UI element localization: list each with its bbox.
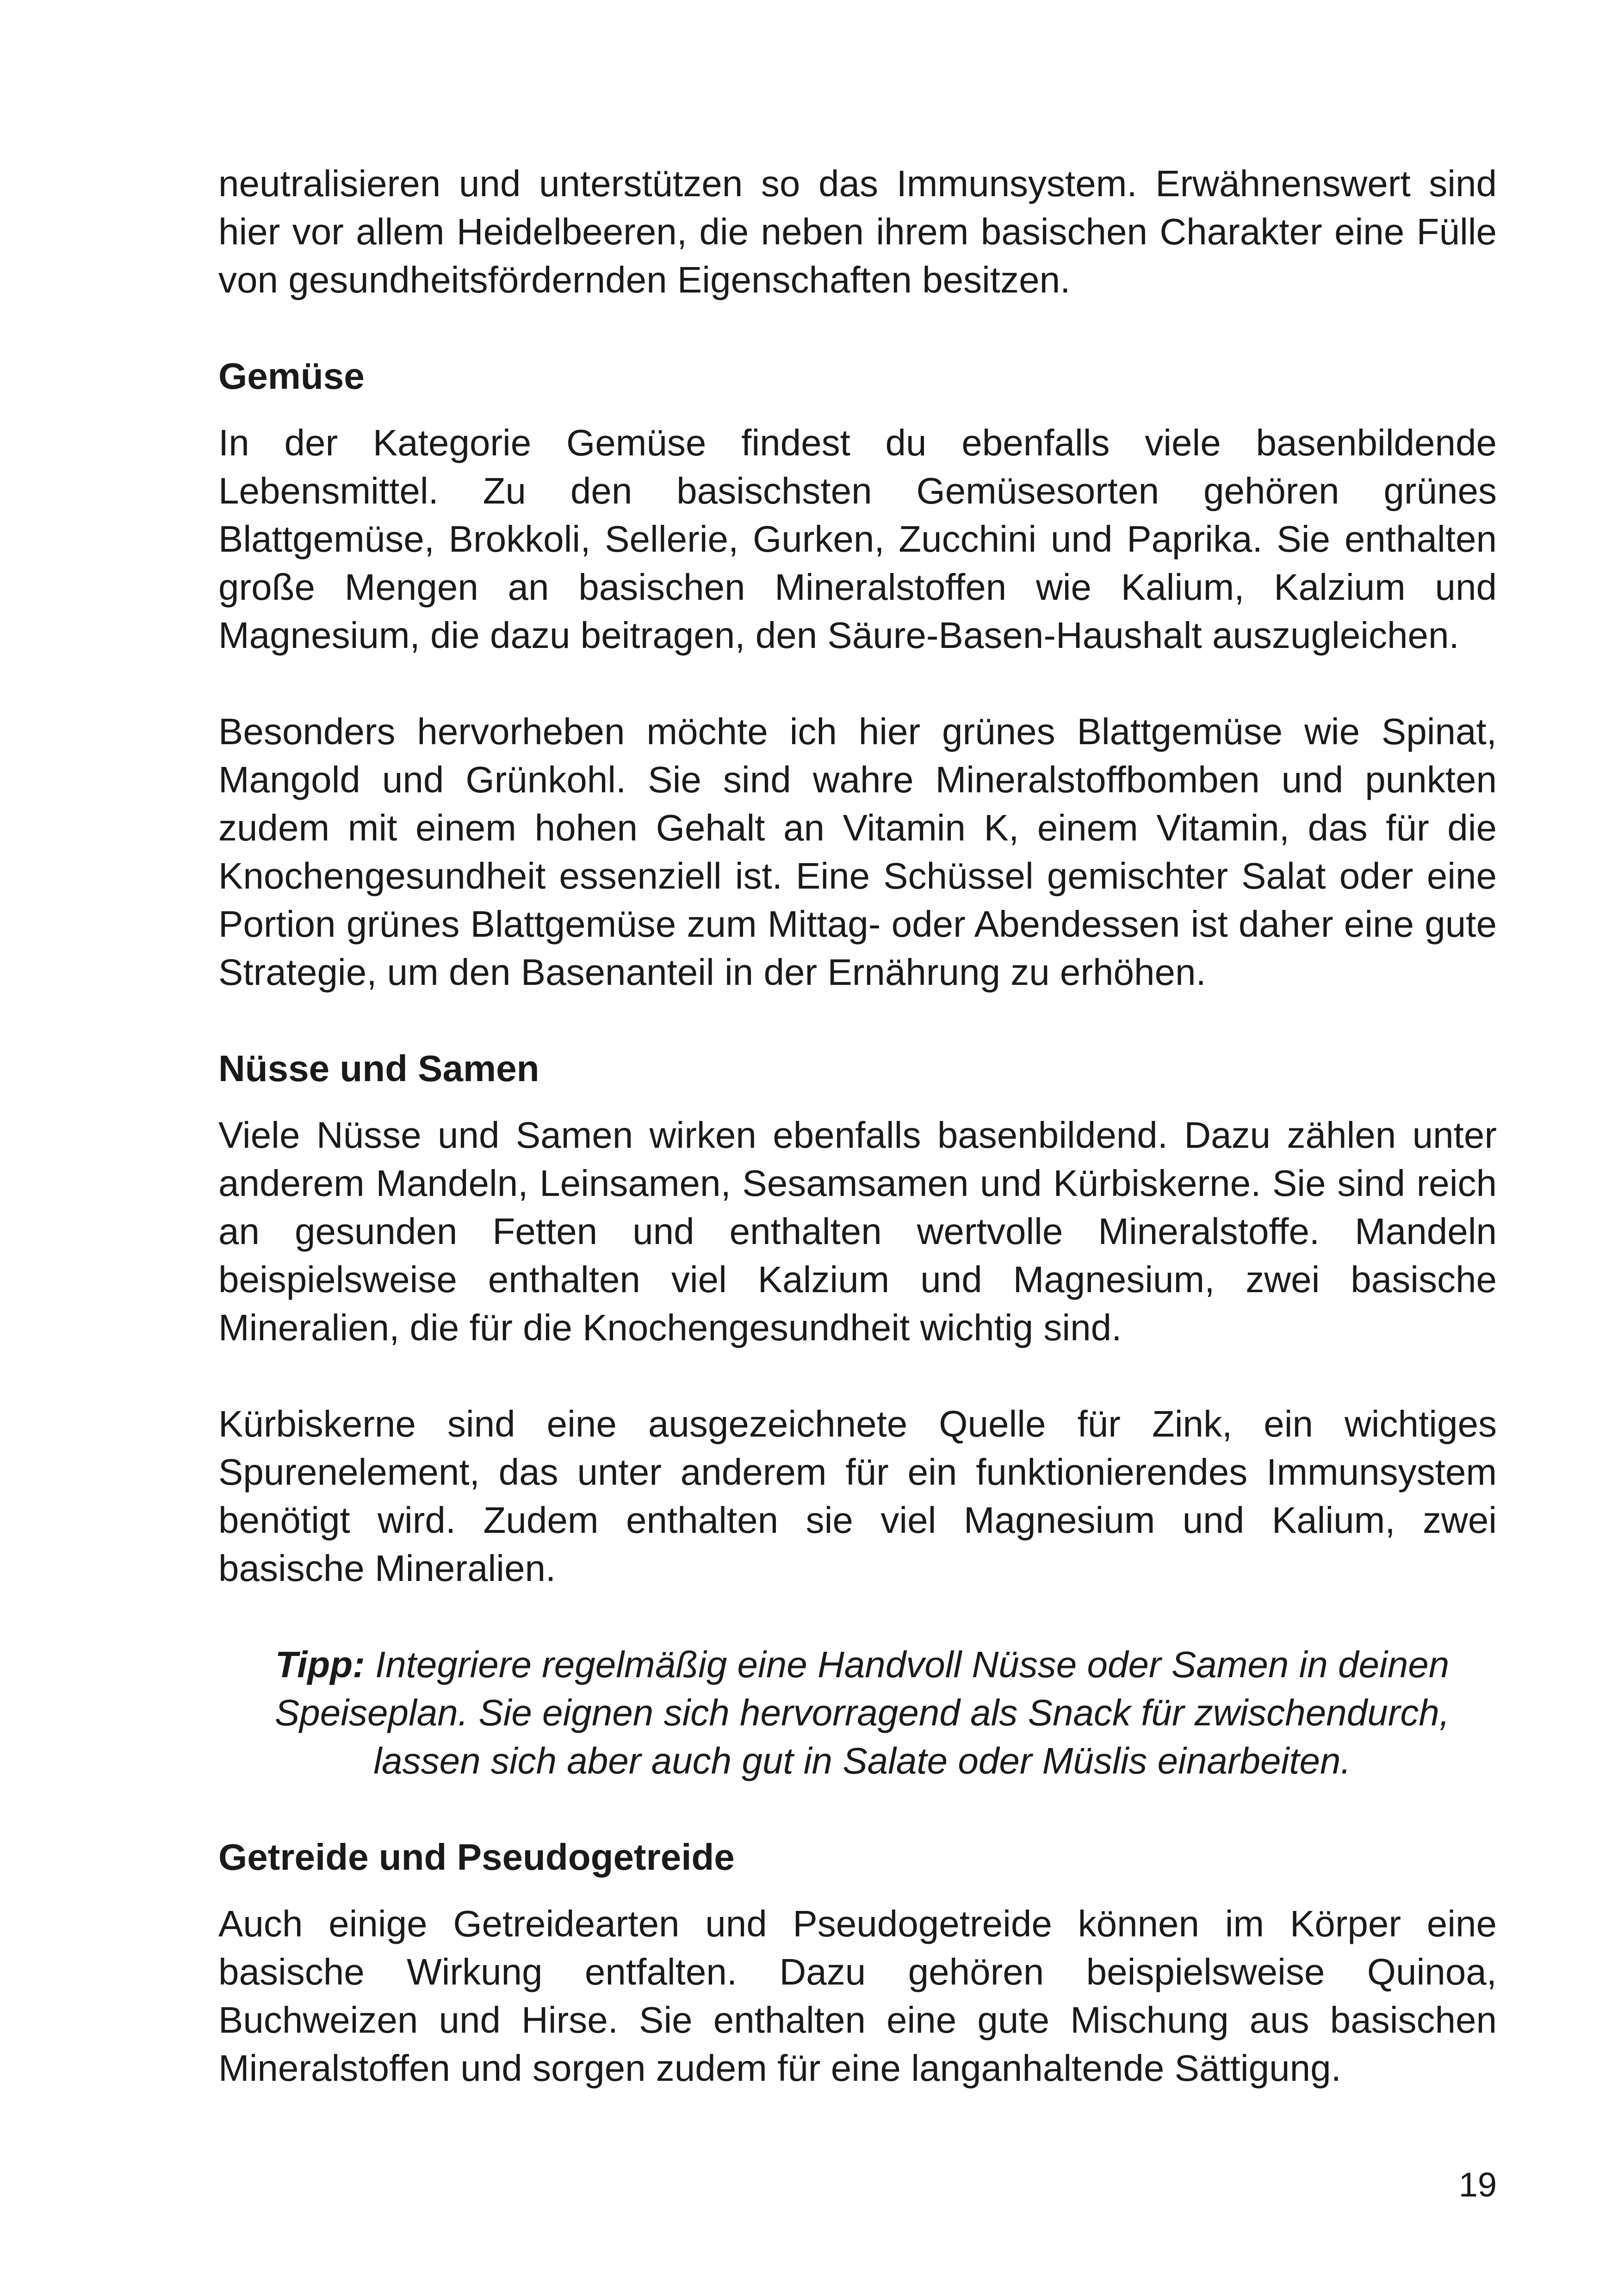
section-heading-nuesse-samen: Nüsse und Samen	[218, 1048, 539, 1089]
section-heading-gemuese: Gemüse	[218, 355, 365, 397]
tip-box	[218, 1641, 1497, 1785]
tip-label: Tipp:	[275, 1644, 365, 1685]
page-number: 19	[1458, 2165, 1497, 2204]
section-heading-getreide: Getreide und Pseudogetreide	[218, 1836, 735, 1878]
paragraph-gemuese-2: Besonders hervorheben möchte ich hier grünes Blattgemüse wie Spinat, Mangold und Grünkohl. Sie sind wahre Mineralstoffbomben und punkten zudem mit einem hohen Gehalt an Vitamin K, einem Vitamin, das für die Knochengesundheit essenziell ist. Eine Schüssel gemischter Salat oder eine Portion grünes Blattgemüse zum Mittag- oder Abendessen ist daher eine gute Strategie, um den Basenanteil in der Ernährung zu erhöhen.	[218, 711, 1497, 993]
tip-text: Integriere regelmäßig eine Handvoll Nüsse oder Samen in deinen Speiseplan. Sie eignen sich hervorragend als Snack für zwischendurch, lassen sich aber auch gut in Salate oder Müslis einarbeiten.	[274, 1644, 1450, 1781]
paragraph-nuesse-1: Viele Nüsse und Samen wirken ebenfalls basenbildend. Dazu zählen unter anderem Mandeln, Leinsamen, Sesamsamen und Kürbiskerne. Sie sind reich an gesunden Fetten und enthalten wertvolle Mineralstoffe. Mandeln beispielsweise enthalten viel Kalzium und Magnesium, zwei basische Mineralien, die für die Knochengesundheit wichtig sind.	[218, 1114, 1497, 1348]
paragraph-nuesse-2: Kürbiskerne sind eine ausgezeichnete Quelle für Zink, ein wichtiges Spurenelement, das unter anderem für ein funktionierendes Immunsystem benötigt wird. Zudem enthalten sie viel Magnesium und Kalium, zwei basische Mineralien.	[218, 1403, 1497, 1589]
intro-paragraph: neutralisieren und unterstützen so das Immunsystem. Erwähnenswert sind hier vor allem Heidelbeeren, die neben ihrem basischen Charakter eine Fülle von gesundheitsfördernden Eigenschaften besitzen.	[218, 163, 1497, 300]
paragraph-gemuese-1: In der Kategorie Gemüse findest du ebenfalls viele basenbildende Lebensmittel. Zu den basischsten Gemüsesorten gehören grünes Blattgemüse, Brokkoli, Sellerie, Gurken, Zucchini und Paprika. Sie enthalten große Mengen an basischen Mineralstoffen wie Kalium, Kalzium und Magnesium, die dazu beitragen, den Säure-Basen-Haushalt auszugleichen.	[218, 422, 1497, 656]
paragraph-getreide-1: Auch einige Getreidearten und Pseudogetreide können im Körper eine basische Wirkung entfalten. Dazu gehören beispielsweise Quinoa, Buchweizen und Hirse. Sie enthalten eine gute Mischung aus basischen Mineralstoffen und sorgen zudem für eine langanhaltende Sättigung.	[218, 1903, 1497, 2089]
page-content	[218, 160, 1497, 2092]
